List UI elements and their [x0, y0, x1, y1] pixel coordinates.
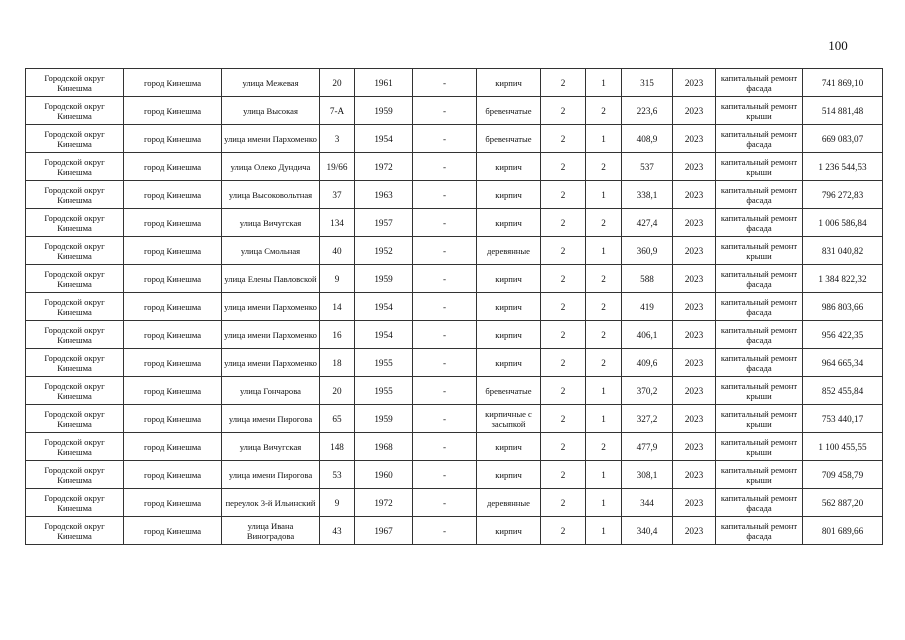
district-cell: Городской округ Кинешма: [26, 69, 124, 97]
city-cell: город Кинешма: [124, 293, 222, 321]
city-cell: город Кинешма: [124, 349, 222, 377]
area-cell: 338,1: [622, 181, 673, 209]
wall-material-cell: кирпич: [477, 461, 541, 489]
plan-year-cell: 2023: [673, 349, 716, 377]
floors-cell: 2: [541, 489, 586, 517]
area-cell: 588: [622, 265, 673, 293]
street-cell: улица Гончарова: [222, 377, 320, 405]
dash-cell: -: [413, 97, 477, 125]
dash-cell: -: [413, 377, 477, 405]
floors-cell: 2: [541, 153, 586, 181]
house-number-cell: 43: [320, 517, 355, 545]
year-built-cell: 1955: [355, 349, 413, 377]
year-built-cell: 1955: [355, 377, 413, 405]
floors-cell: 2: [541, 69, 586, 97]
district-cell: Городской округ Кинешма: [26, 97, 124, 125]
district-cell: Городской округ Кинешма: [26, 377, 124, 405]
entrances-cell: 2: [586, 433, 622, 461]
table-row: [26, 405, 883, 433]
house-number-cell: 7-А: [320, 97, 355, 125]
dash-cell: -: [413, 433, 477, 461]
area-cell: 315: [622, 69, 673, 97]
city-cell: город Кинешма: [124, 405, 222, 433]
street-cell: улица Вичугская: [222, 433, 320, 461]
street-cell: переулок 3-й Ильинский: [222, 489, 320, 517]
year-built-cell: 1961: [355, 69, 413, 97]
street-cell: улица Ивана Виноградова: [222, 517, 320, 545]
plan-year-cell: 2023: [673, 293, 716, 321]
year-built-cell: 1957: [355, 209, 413, 237]
work-type-cell: капитальный ремонт фасада: [716, 265, 803, 293]
wall-material-cell: деревянные: [477, 489, 541, 517]
house-number-cell: 20: [320, 69, 355, 97]
floors-cell: 2: [541, 265, 586, 293]
district-cell: Городской округ Кинешма: [26, 517, 124, 545]
house-number-cell: 40: [320, 237, 355, 265]
table-row: [26, 377, 883, 405]
cost-cell: 986 803,66: [803, 293, 883, 321]
district-cell: Городской округ Кинешма: [26, 349, 124, 377]
plan-year-cell: 2023: [673, 433, 716, 461]
city-cell: город Кинешма: [124, 377, 222, 405]
work-type-cell: капитальный ремонт фасада: [716, 349, 803, 377]
house-number-cell: 3: [320, 125, 355, 153]
cost-cell: 964 665,34: [803, 349, 883, 377]
area-cell: 360,9: [622, 237, 673, 265]
entrances-cell: 2: [586, 209, 622, 237]
house-number-cell: 9: [320, 489, 355, 517]
year-built-cell: 1967: [355, 517, 413, 545]
floors-cell: 2: [541, 125, 586, 153]
table-row: [26, 181, 883, 209]
district-cell: Городской округ Кинешма: [26, 153, 124, 181]
area-cell: 223,6: [622, 97, 673, 125]
cost-cell: 796 272,83: [803, 181, 883, 209]
street-cell: улица имени Пархоменко: [222, 125, 320, 153]
district-cell: Городской округ Кинешма: [26, 461, 124, 489]
table-row: [26, 349, 883, 377]
area-cell: 406,1: [622, 321, 673, 349]
area-cell: 409,6: [622, 349, 673, 377]
work-type-cell: капитальный ремонт фасада: [716, 321, 803, 349]
table-body: [26, 69, 883, 545]
entrances-cell: 1: [586, 461, 622, 489]
work-type-cell: капитальный ремонт фасада: [716, 209, 803, 237]
floors-cell: 2: [541, 517, 586, 545]
city-cell: город Кинешма: [124, 153, 222, 181]
area-cell: 370,2: [622, 377, 673, 405]
cost-cell: 1 236 544,53: [803, 153, 883, 181]
plan-year-cell: 2023: [673, 153, 716, 181]
city-cell: город Кинешма: [124, 125, 222, 153]
entrances-cell: 1: [586, 237, 622, 265]
work-type-cell: капитальный ремонт фасада: [716, 181, 803, 209]
district-cell: Городской округ Кинешма: [26, 237, 124, 265]
plan-year-cell: 2023: [673, 377, 716, 405]
wall-material-cell: деревянные: [477, 237, 541, 265]
street-cell: улица Межевая: [222, 69, 320, 97]
street-cell: улица имени Пархоменко: [222, 293, 320, 321]
dash-cell: -: [413, 125, 477, 153]
street-cell: улица Елены Павловской: [222, 265, 320, 293]
floors-cell: 2: [541, 293, 586, 321]
cost-cell: 801 689,66: [803, 517, 883, 545]
district-cell: Городской округ Кинешма: [26, 433, 124, 461]
table-row: [26, 321, 883, 349]
entrances-cell: 2: [586, 97, 622, 125]
plan-year-cell: 2023: [673, 489, 716, 517]
area-cell: 419: [622, 293, 673, 321]
floors-cell: 2: [541, 405, 586, 433]
district-cell: Городской округ Кинешма: [26, 293, 124, 321]
work-type-cell: капитальный ремонт крыши: [716, 237, 803, 265]
street-cell: улица Олеко Дундича: [222, 153, 320, 181]
work-type-cell: капитальный ремонт фасада: [716, 293, 803, 321]
cost-cell: 1 384 822,32: [803, 265, 883, 293]
buildings-table: [25, 68, 883, 545]
wall-material-cell: кирпич: [477, 321, 541, 349]
cost-cell: 514 881,48: [803, 97, 883, 125]
dash-cell: -: [413, 321, 477, 349]
wall-material-cell: кирпичные с засыпкой: [477, 405, 541, 433]
work-type-cell: капитальный ремонт фасада: [716, 517, 803, 545]
plan-year-cell: 2023: [673, 517, 716, 545]
year-built-cell: 1959: [355, 97, 413, 125]
work-type-cell: капитальный ремонт крыши: [716, 405, 803, 433]
entrances-cell: 1: [586, 489, 622, 517]
plan-year-cell: 2023: [673, 125, 716, 153]
district-cell: Городской округ Кинешма: [26, 125, 124, 153]
district-cell: Городской округ Кинешма: [26, 181, 124, 209]
wall-material-cell: кирпич: [477, 517, 541, 545]
year-built-cell: 1972: [355, 153, 413, 181]
wall-material-cell: бревенчатые: [477, 97, 541, 125]
entrances-cell: 2: [586, 265, 622, 293]
table-row: [26, 293, 883, 321]
area-cell: 408,9: [622, 125, 673, 153]
year-built-cell: 1959: [355, 265, 413, 293]
table-row: [26, 265, 883, 293]
district-cell: Городской округ Кинешма: [26, 321, 124, 349]
plan-year-cell: 2023: [673, 237, 716, 265]
city-cell: город Кинешма: [124, 265, 222, 293]
entrances-cell: 1: [586, 125, 622, 153]
wall-material-cell: кирпич: [477, 153, 541, 181]
dash-cell: -: [413, 489, 477, 517]
entrances-cell: 1: [586, 69, 622, 97]
city-cell: город Кинешма: [124, 209, 222, 237]
dash-cell: -: [413, 69, 477, 97]
city-cell: город Кинешма: [124, 237, 222, 265]
wall-material-cell: кирпич: [477, 69, 541, 97]
entrances-cell: 2: [586, 349, 622, 377]
house-number-cell: 148: [320, 433, 355, 461]
wall-material-cell: кирпич: [477, 265, 541, 293]
house-number-cell: 134: [320, 209, 355, 237]
cost-cell: 831 040,82: [803, 237, 883, 265]
floors-cell: 2: [541, 97, 586, 125]
cost-cell: 1 006 586,84: [803, 209, 883, 237]
house-number-cell: 16: [320, 321, 355, 349]
entrances-cell: 1: [586, 405, 622, 433]
floors-cell: 2: [541, 321, 586, 349]
street-cell: улица имени Пархоменко: [222, 349, 320, 377]
table-row: [26, 433, 883, 461]
wall-material-cell: кирпич: [477, 433, 541, 461]
table-row: [26, 489, 883, 517]
cost-cell: 741 869,10: [803, 69, 883, 97]
dash-cell: -: [413, 265, 477, 293]
district-cell: Городской округ Кинешма: [26, 209, 124, 237]
plan-year-cell: 2023: [673, 321, 716, 349]
year-built-cell: 1952: [355, 237, 413, 265]
city-cell: город Кинешма: [124, 321, 222, 349]
cost-cell: 562 887,20: [803, 489, 883, 517]
city-cell: город Кинешма: [124, 97, 222, 125]
plan-year-cell: 2023: [673, 461, 716, 489]
city-cell: город Кинешма: [124, 433, 222, 461]
dash-cell: -: [413, 153, 477, 181]
house-number-cell: 18: [320, 349, 355, 377]
work-type-cell: капитальный ремонт фасада: [716, 69, 803, 97]
dash-cell: -: [413, 349, 477, 377]
year-built-cell: 1954: [355, 321, 413, 349]
wall-material-cell: кирпич: [477, 209, 541, 237]
city-cell: город Кинешма: [124, 489, 222, 517]
floors-cell: 2: [541, 349, 586, 377]
entrances-cell: 1: [586, 377, 622, 405]
work-type-cell: капитальный ремонт фасада: [716, 125, 803, 153]
house-number-cell: 53: [320, 461, 355, 489]
wall-material-cell: кирпич: [477, 349, 541, 377]
table-row: [26, 237, 883, 265]
year-built-cell: 1959: [355, 405, 413, 433]
dash-cell: -: [413, 461, 477, 489]
plan-year-cell: 2023: [673, 69, 716, 97]
cost-cell: 709 458,79: [803, 461, 883, 489]
district-cell: Городской округ Кинешма: [26, 405, 124, 433]
year-built-cell: 1963: [355, 181, 413, 209]
plan-year-cell: 2023: [673, 97, 716, 125]
cost-cell: 753 440,17: [803, 405, 883, 433]
city-cell: город Кинешма: [124, 461, 222, 489]
floors-cell: 2: [541, 237, 586, 265]
dash-cell: -: [413, 293, 477, 321]
entrances-cell: 2: [586, 293, 622, 321]
house-number-cell: 20: [320, 377, 355, 405]
plan-year-cell: 2023: [673, 181, 716, 209]
dash-cell: -: [413, 237, 477, 265]
house-number-cell: 19/66: [320, 153, 355, 181]
house-number-cell: 9: [320, 265, 355, 293]
floors-cell: 2: [541, 433, 586, 461]
plan-year-cell: 2023: [673, 265, 716, 293]
table-row: [26, 97, 883, 125]
wall-material-cell: кирпич: [477, 181, 541, 209]
entrances-cell: 1: [586, 181, 622, 209]
street-cell: улица имени Пирогова: [222, 461, 320, 489]
wall-material-cell: бревенчатые: [477, 377, 541, 405]
street-cell: улица Вичугская: [222, 209, 320, 237]
year-built-cell: 1960: [355, 461, 413, 489]
plan-year-cell: 2023: [673, 405, 716, 433]
entrances-cell: 1: [586, 517, 622, 545]
cost-cell: 669 083,07: [803, 125, 883, 153]
cost-cell: 852 455,84: [803, 377, 883, 405]
table-row: [26, 69, 883, 97]
city-cell: город Кинешма: [124, 517, 222, 545]
work-type-cell: капитальный ремонт фасада: [716, 489, 803, 517]
city-cell: город Кинешма: [124, 181, 222, 209]
city-cell: город Кинешма: [124, 69, 222, 97]
street-cell: улица Высоковольтная: [222, 181, 320, 209]
floors-cell: 2: [541, 181, 586, 209]
house-number-cell: 65: [320, 405, 355, 433]
dash-cell: -: [413, 209, 477, 237]
entrances-cell: 2: [586, 153, 622, 181]
entrances-cell: 2: [586, 321, 622, 349]
wall-material-cell: кирпич: [477, 293, 541, 321]
year-built-cell: 1968: [355, 433, 413, 461]
street-cell: улица имени Пархоменко: [222, 321, 320, 349]
dash-cell: -: [413, 181, 477, 209]
work-type-cell: капитальный ремонт крыши: [716, 461, 803, 489]
area-cell: 327,2: [622, 405, 673, 433]
floors-cell: 2: [541, 209, 586, 237]
area-cell: 427,4: [622, 209, 673, 237]
dash-cell: -: [413, 517, 477, 545]
year-built-cell: 1972: [355, 489, 413, 517]
work-type-cell: капитальный ремонт крыши: [716, 97, 803, 125]
area-cell: 308,1: [622, 461, 673, 489]
table-row: [26, 461, 883, 489]
work-type-cell: капитальный ремонт крыши: [716, 153, 803, 181]
year-built-cell: 1954: [355, 293, 413, 321]
floors-cell: 2: [541, 377, 586, 405]
area-cell: 344: [622, 489, 673, 517]
table-row: [26, 209, 883, 237]
wall-material-cell: бревенчатые: [477, 125, 541, 153]
work-type-cell: капитальный ремонт крыши: [716, 377, 803, 405]
district-cell: Городской округ Кинешма: [26, 265, 124, 293]
page-number: 100: [828, 38, 848, 53]
area-cell: 477,9: [622, 433, 673, 461]
street-cell: улица Смольная: [222, 237, 320, 265]
street-cell: улица Высокая: [222, 97, 320, 125]
table-row: [26, 125, 883, 153]
house-number-cell: 14: [320, 293, 355, 321]
year-built-cell: 1954: [355, 125, 413, 153]
cost-cell: 956 422,35: [803, 321, 883, 349]
table-row: [26, 153, 883, 181]
cost-cell: 1 100 455,55: [803, 433, 883, 461]
floors-cell: 2: [541, 461, 586, 489]
house-number-cell: 37: [320, 181, 355, 209]
district-cell: Городской округ Кинешма: [26, 489, 124, 517]
dash-cell: -: [413, 405, 477, 433]
plan-year-cell: 2023: [673, 209, 716, 237]
area-cell: 537: [622, 153, 673, 181]
work-type-cell: капитальный ремонт крыши: [716, 433, 803, 461]
area-cell: 340,4: [622, 517, 673, 545]
table-row: [26, 517, 883, 545]
street-cell: улица имени Пирогова: [222, 405, 320, 433]
